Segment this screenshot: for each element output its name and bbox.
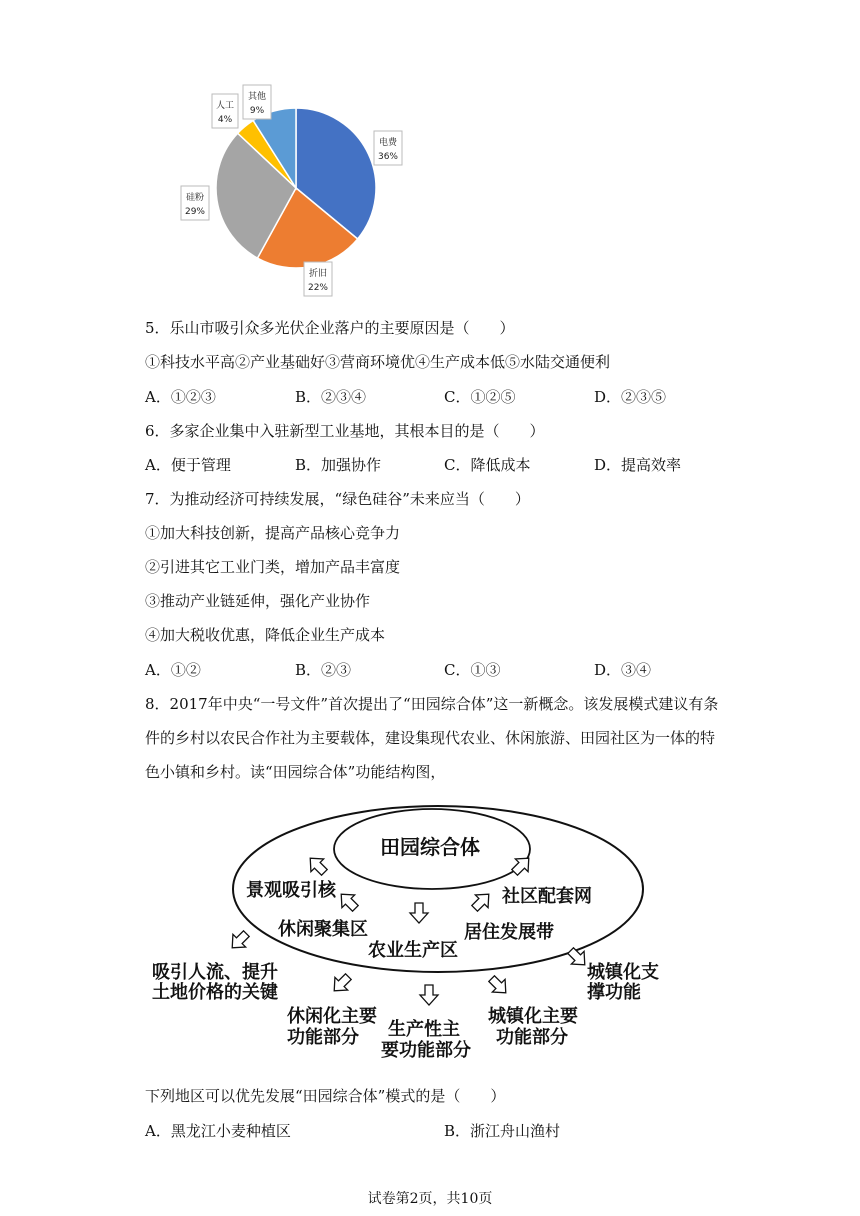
- q5-option-a: A．①②③: [145, 388, 216, 406]
- arrow-icon: [328, 970, 355, 997]
- outer-label-leisure: 休闲化主要 功能部分: [287, 1006, 377, 1048]
- arrow-icon: [226, 927, 253, 954]
- arrow-icon: [508, 852, 535, 879]
- arrow-icon: [410, 903, 428, 923]
- pie-label-percent: 36%: [377, 152, 399, 162]
- q5-option-c: C．①②⑤: [444, 388, 516, 406]
- q8-option-a: A．黑龙江小麦种植区: [145, 1122, 291, 1140]
- outer-label-urban-support: 城镇化支 撑功能: [587, 962, 659, 1003]
- pie-label-percent: 29%: [184, 207, 206, 217]
- q6-stem: 6．多家企业集中入驻新型工业基地，其根本目的是（ ）: [145, 422, 545, 440]
- q7-option-d: D．③④: [594, 661, 652, 679]
- cost-pie-chart: [0, 0, 860, 300]
- label-landscape-core: 景观吸引核: [246, 880, 336, 901]
- outer-label-production: 生产性主 要功能部分: [381, 1019, 471, 1061]
- q8-question: 下列地区可以优先发展“田园综合体”模式的是（ ）: [145, 1087, 506, 1105]
- q7-item-2: ②引进其它工业门类，增加产品丰富度: [145, 558, 401, 576]
- q7-item-1: ①加大科技创新，提高产品核心竞争力: [145, 524, 401, 542]
- pie-label-name: 硅粉: [185, 193, 205, 203]
- q8-option-b: B．浙江舟山渔村: [444, 1122, 561, 1140]
- pie-label-percent: 9%: [249, 106, 265, 116]
- q7-stem: 7．为推动经济可持续发展，“绿色硅谷”未来应当（ ）: [145, 490, 530, 508]
- q5-items: ①科技水平高②产业基础好③营商环境优④生产成本低⑤水陆交通便利: [145, 353, 611, 371]
- q5-option-b: B．②③④: [295, 388, 367, 406]
- pie-label-name: 其他: [247, 92, 267, 102]
- arrow-icon: [468, 888, 495, 915]
- diagram-center-label: 田园综合体: [380, 835, 480, 859]
- q7-item-4: ④加大税收优惠，降低企业生产成本: [145, 626, 386, 644]
- q7-option-c: C．①③: [444, 661, 501, 679]
- arrow-icon: [304, 852, 331, 879]
- q6-option-b: B．加强协作: [295, 456, 382, 474]
- arrow-icon: [335, 888, 362, 915]
- q5-option-d: D．②③⑤: [594, 388, 667, 406]
- pie-label-name: 人工: [215, 101, 235, 111]
- outer-label-attract: 吸引人流、提升 土地价格的关键: [152, 962, 278, 1003]
- q6-option-c: C．降低成本: [444, 456, 531, 474]
- pie-label-name: 折旧: [308, 269, 328, 279]
- label-leisure-cluster: 休闲聚集区: [278, 919, 368, 940]
- q8-stem-line-3: 色小镇和乡村。读“田园综合体”功能结构图，: [145, 763, 446, 781]
- q8-stem-line-2: 件的乡村以农民合作社为主要载体，建设集现代农业、休闲旅游、田园社区为一体的特: [145, 729, 716, 747]
- pie-label-percent: 22%: [307, 283, 329, 293]
- label-agri-zone: 农业生产区: [368, 940, 458, 961]
- label-residential-belt: 居住发展带: [464, 922, 554, 943]
- q7-item-3: ③推动产业链延伸，强化产业协作: [145, 592, 371, 610]
- q6-option-d: D．提高效率: [594, 456, 682, 474]
- q7-option-a: A．①②: [145, 661, 201, 679]
- arrow-icon: [420, 985, 438, 1005]
- page-footer: 试卷第2页，共10页: [367, 1191, 493, 1207]
- pie-label-name: 电费: [378, 138, 398, 148]
- q8-stem-line-1: 8．2017年中央“一号文件”首次提出了“田园综合体”这一新概念。该发展模式建议有条: [145, 695, 719, 713]
- pie-label-percent: 4%: [217, 115, 233, 125]
- q6-option-a: A．便于管理: [145, 456, 231, 474]
- q7-option-b: B．②③: [295, 661, 352, 679]
- outer-label-urban-main: 城镇化主要 功能部分: [488, 1006, 578, 1048]
- label-community-network: 社区配套网: [502, 886, 592, 907]
- arrow-icon: [485, 972, 512, 999]
- pastoral-complex-diagram: [0, 800, 860, 1090]
- q5-stem: 5．乐山市吸引众多光伏企业落户的主要原因是（ ）: [145, 319, 515, 337]
